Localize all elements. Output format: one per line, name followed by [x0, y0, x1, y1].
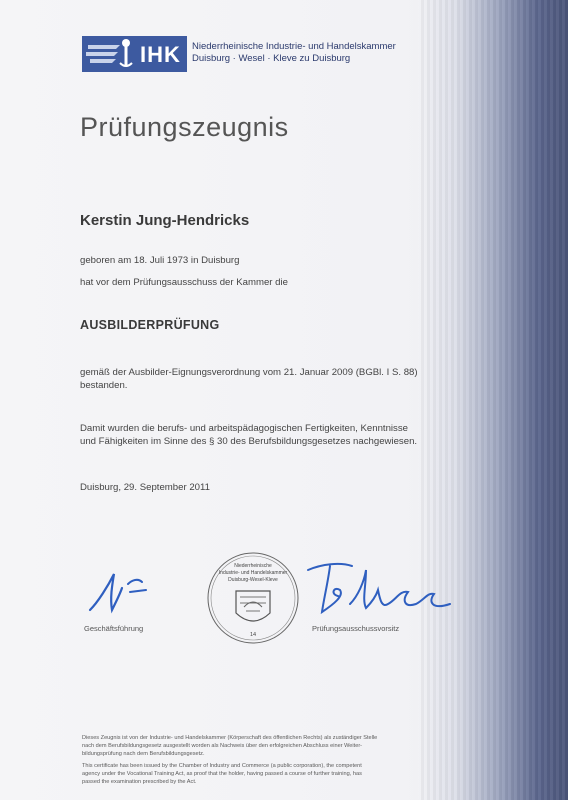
ihk-logo	[82, 36, 187, 72]
footer-en-line1: This certificate has been issued by the Chamber of Industry and Commerce (a public corporation), the competent	[82, 763, 362, 769]
place-date: Duisburg, 29. September 2011	[80, 482, 210, 493]
official-seal	[206, 551, 300, 650]
ihk-logo-box	[82, 36, 187, 72]
passed-intro: hat vor dem Prüfungsausschuss der Kammer die	[80, 277, 288, 288]
footer-de-line1: Dieses Zeugnis ist von der Industrie- und Handelskammer (Körperschaft des öffentlichen Rechts) als zuständiger Stelle	[82, 735, 378, 741]
footer-de-line3: bildungsprüfung nach dem Berufsbildungsgesetz.	[82, 751, 205, 757]
seal-number: 14	[249, 632, 257, 638]
footer-de-line2: nach dem Berufsbildungsgesetz ausgestellt worden als Nachweis über den erfolgreichen Abschluss einer Weiter-	[82, 743, 363, 749]
skills-line2: und Fähigkeiten im Sinne des § 30 des Berufsbildungsgesetzes nachgewiesen.	[80, 436, 418, 447]
seal-text-line1: Niederrheinische	[234, 563, 272, 569]
signature-left	[84, 568, 164, 616]
ihk-logo-text: IHK	[140, 42, 181, 67]
regulation-line1: gemäß der Ausbilder-Eignungsverordnung vom 21. Januar 2009 (BGBl. I S. 88)	[80, 367, 418, 378]
certificate-title: Prüfungszeugnis	[80, 112, 289, 142]
winged-wheel-icon	[82, 36, 142, 72]
exam-name: AUSBILDERPRÜFUNG	[80, 318, 220, 332]
chamber-name-line1: Niederrheinische Industrie- und Handelskammer	[192, 41, 396, 52]
signature-right	[300, 556, 460, 620]
birth-line: geboren am 18. Juli 1973 in Duisburg	[80, 255, 240, 266]
seal-text-line2: Industrie- und Handelskammer	[218, 570, 288, 576]
footer-en-line2: agency under the Vocational Training Act, as proof that the holder, having passed a course of further training, has	[82, 771, 362, 777]
footer-en-line3: passed the examination prescribed by the Act.	[82, 779, 197, 785]
signature-right-label: Prüfungsausschussvorsitz	[312, 624, 400, 633]
signature-left-label: Geschäftsführung	[84, 624, 144, 633]
chamber-name-line2: Duisburg · Wesel · Kleve zu Duisburg	[192, 53, 351, 64]
decorative-band-texture	[418, 0, 568, 800]
skills-line1: Damit wurden die berufs- und arbeitspädagogischen Fertigkeiten, Kenntnisse	[80, 423, 408, 434]
regulation-line2: bestanden.	[80, 380, 128, 391]
seal-text-line3: Duisburg-Wesel-Kleve	[228, 577, 278, 583]
holder-name: Kerstin Jung-Hendricks	[80, 212, 250, 229]
chamber-name	[192, 41, 396, 64]
